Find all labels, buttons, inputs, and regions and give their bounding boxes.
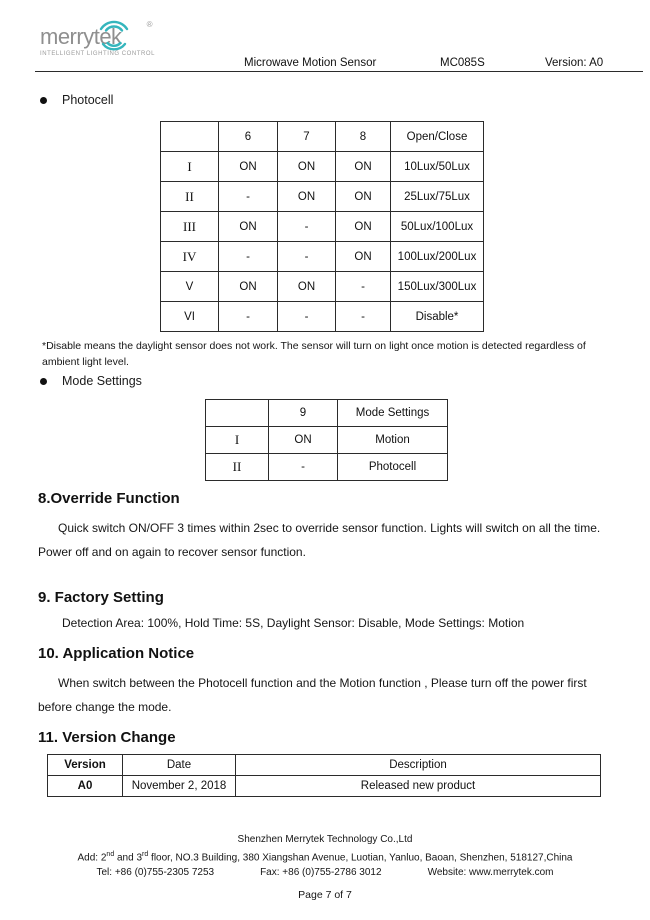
merrytek-logo (40, 20, 155, 57)
table-cell: 150Lux/300Lux (391, 272, 484, 302)
table-cell: ON (219, 212, 278, 242)
table-cell: VI (161, 302, 219, 332)
section-title-version-change: 11. Version Change (38, 729, 176, 746)
table-cell: I (206, 427, 269, 454)
table-row (206, 454, 448, 481)
table-cell: A0 (48, 776, 123, 797)
table-cell: 50Lux/100Lux (391, 212, 484, 242)
mode-settings-table (205, 399, 448, 481)
table-cell: ON (336, 242, 391, 272)
application-paragraph: When switch between the Photocell function and the Motion function , Please turn off the power first before change the mode. (38, 676, 587, 714)
section-title-override: 8.Override Function (38, 490, 180, 507)
column-header: 6 (219, 122, 278, 152)
column-header (206, 400, 269, 427)
logo-tagline: INTELLIGENT LIGHTING CONTROL (40, 51, 155, 57)
override-paragraph: Quick switch ON/OFF 3 times within 2sec to override sensor function. Lights will switch on all the time. Power off and on again to recover sensor function. (38, 521, 601, 559)
footer-contact-line (0, 866, 650, 879)
document-title: Microwave Motion Sensor (244, 57, 377, 69)
table-cell: ON (219, 272, 278, 302)
logo-wordmark (40, 20, 152, 49)
table-cell: Released new product (236, 776, 601, 797)
column-header: Mode Settings (338, 400, 448, 427)
table-header-row (206, 400, 448, 427)
factory-paragraph: Detection Area: 100%, Hold Time: 5S, Daylight Sensor: Disable, Mode Settings: Motion (62, 616, 525, 630)
table-row (48, 776, 601, 797)
mode-settings-label: Mode Settings (62, 374, 142, 388)
column-header: 8 (336, 122, 391, 152)
table-cell: 10Lux/50Lux (391, 152, 484, 182)
page-header (0, 0, 650, 72)
address-text: Add: 2 (77, 852, 107, 864)
table-cell: ON (278, 152, 336, 182)
mode-settings-bullet-row (40, 374, 650, 388)
page-footer (0, 833, 650, 879)
table-cell: Motion (338, 427, 448, 454)
bullet-icon (40, 97, 47, 104)
bullet-icon (40, 378, 47, 385)
signal-arcs-icon (96, 16, 132, 56)
footer-website: Website: www.merrytek.com (427, 867, 554, 879)
registered-trademark-icon: ® (146, 20, 152, 29)
table-cell: - (336, 272, 391, 302)
section-title-application: 10. Application Notice (38, 645, 195, 662)
section-title-factory: 9. Factory Setting (38, 589, 164, 606)
footer-tel: Tel: +86 (0)755-2305 7253 (96, 867, 215, 879)
table-cell: II (161, 182, 219, 212)
table-cell: - (278, 242, 336, 272)
table-cell: - (278, 302, 336, 332)
table-row (161, 212, 484, 242)
table-cell: IV (161, 242, 219, 272)
footer-company: Shenzhen Merrytek Technology Co.,Ltd (237, 834, 413, 845)
table-cell: - (219, 182, 278, 212)
table-row (206, 427, 448, 454)
column-header: 7 (278, 122, 336, 152)
header-divider (35, 71, 643, 72)
page-number: Page 7 of 7 (298, 889, 352, 902)
table-cell: Photocell (338, 454, 448, 481)
table-header-row (161, 122, 484, 152)
table-cell: - (278, 212, 336, 242)
table-row (161, 182, 484, 212)
table-cell: - (336, 302, 391, 332)
address-sup: rd (142, 851, 149, 858)
footer-address (0, 848, 650, 864)
table-cell: I (161, 152, 219, 182)
table-row (161, 152, 484, 182)
table-row (161, 302, 484, 332)
column-header: Description (236, 755, 601, 776)
column-header: 9 (269, 400, 338, 427)
address-text: floor, NO.3 Building, 380 Xiangshan Avenue, Luotian, Yanluo, Baoan, Shenzhen, 518127,China (148, 852, 573, 864)
table-cell: - (219, 242, 278, 272)
address-sup: nd (106, 851, 115, 858)
table-cell: 100Lux/200Lux (391, 242, 484, 272)
table-cell: ON (336, 182, 391, 212)
model-number: MC085S (440, 57, 485, 69)
table-cell: ON (336, 152, 391, 182)
column-header: Open/Close (391, 122, 484, 152)
photocell-table (160, 121, 484, 332)
column-header: Date (123, 755, 236, 776)
table-row (161, 242, 484, 272)
column-header: Version (48, 755, 123, 776)
disable-note: *Disable means the daylight sensor does not work. The sensor will turn on light once motion is detected regardless of ambient light level. (42, 340, 586, 368)
address-text: and 3 (114, 852, 143, 864)
table-cell: - (219, 302, 278, 332)
table-cell: 25Lux/75Lux (391, 182, 484, 212)
table-header-row (48, 755, 601, 776)
version-change-table (47, 754, 601, 797)
table-cell: ON (269, 427, 338, 454)
footer-fax: Fax: +86 (0)755-2786 3012 (260, 867, 382, 879)
table-cell: ON (278, 272, 336, 302)
column-header (161, 122, 219, 152)
table-cell: ON (336, 212, 391, 242)
table-cell: ON (219, 152, 278, 182)
table-cell: November 2, 2018 (123, 776, 236, 797)
table-cell: V (161, 272, 219, 302)
table-cell: ON (278, 182, 336, 212)
version-label: Version: A0 (545, 57, 604, 69)
table-cell: II (206, 454, 269, 481)
photocell-label: Photocell (62, 93, 114, 107)
logo-brand-text: merrytek (40, 24, 122, 49)
table-cell: Disable* (391, 302, 484, 332)
photocell-bullet-row (40, 93, 650, 107)
table-cell: - (269, 454, 338, 481)
table-cell: III (161, 212, 219, 242)
table-row (161, 272, 484, 302)
